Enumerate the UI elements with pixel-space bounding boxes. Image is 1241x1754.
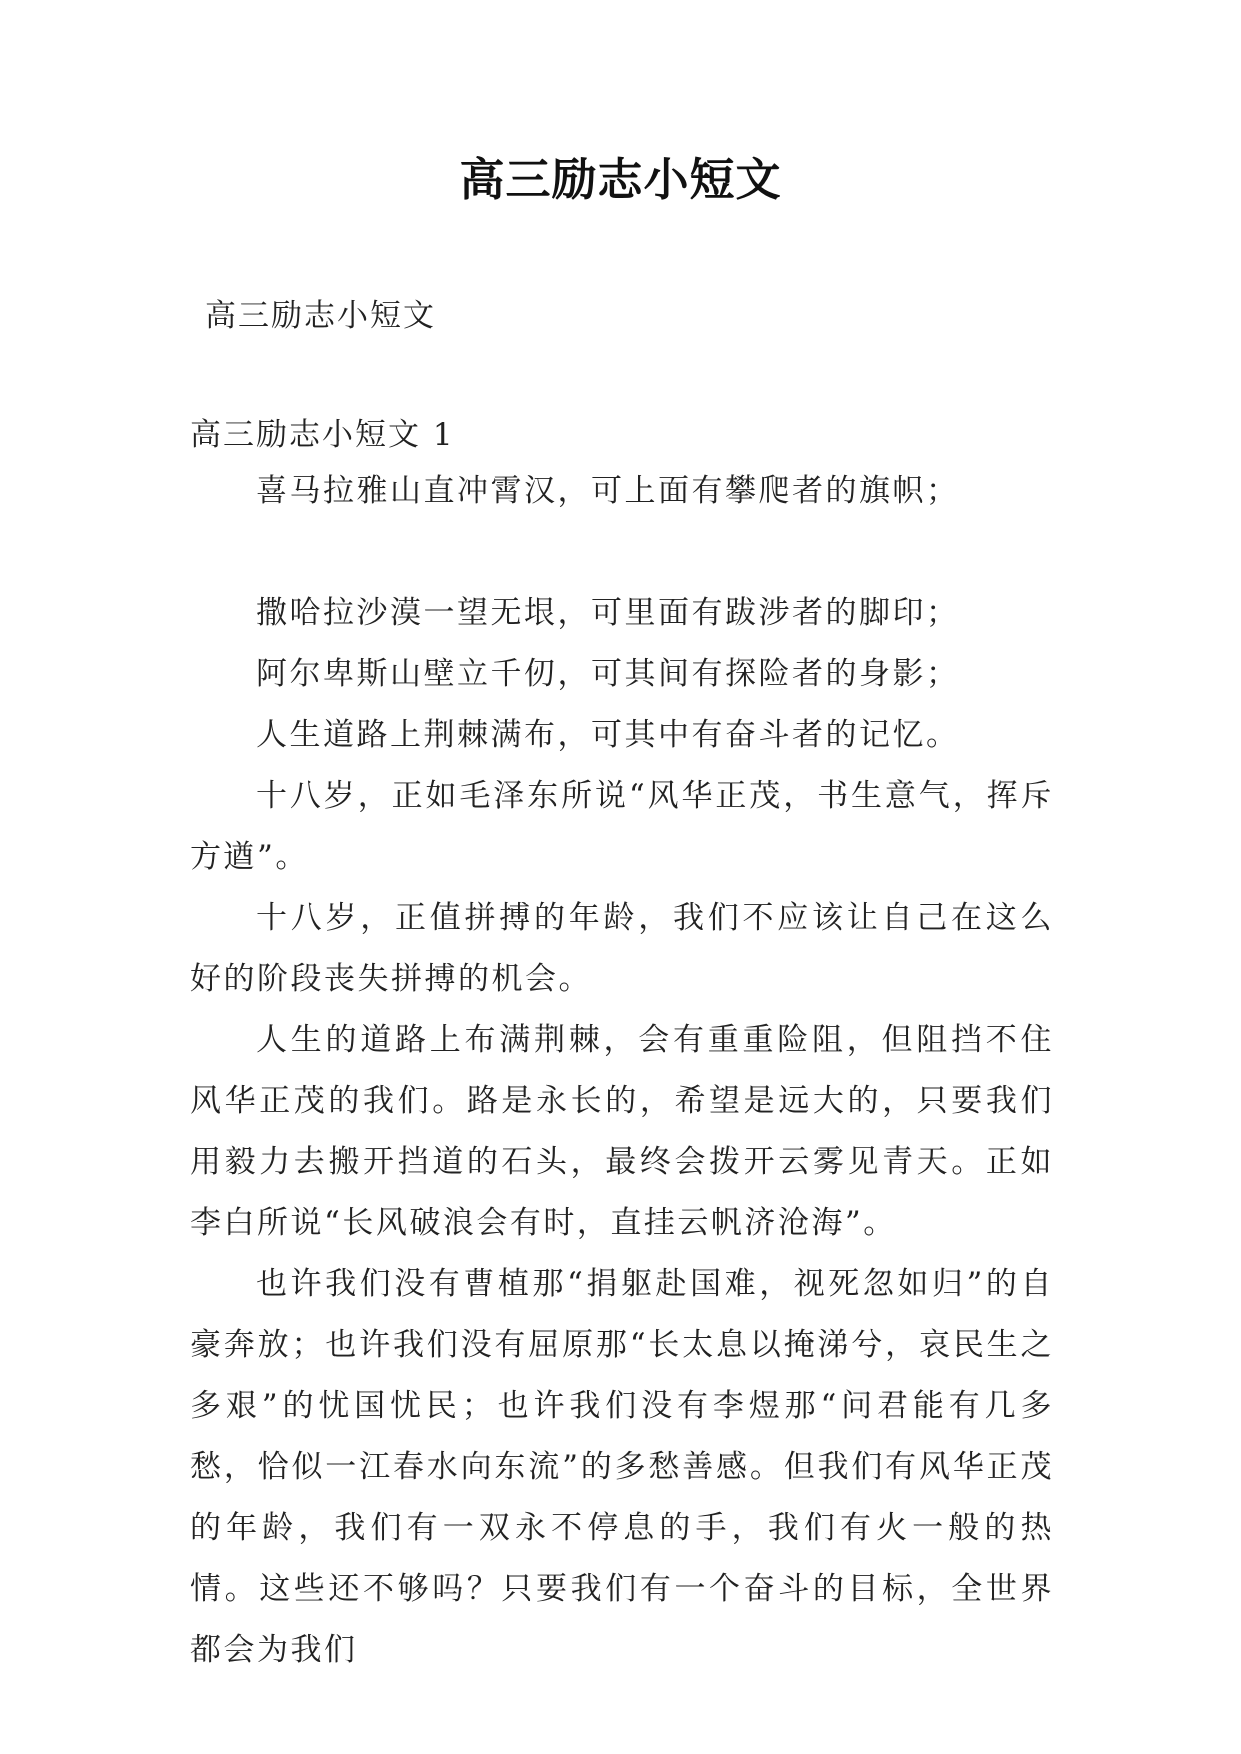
document-subtitle: 高三励志小短文: [205, 298, 436, 334]
paragraph: 十八岁，正如毛泽东所说“风华正茂，书生意气，挥斥方遒”。: [190, 778, 1054, 875]
paragraph: 人生道路上荆棘满布，可其中有奋斗者的记忆。: [256, 717, 960, 753]
section-heading: 高三励志小短文 1: [190, 417, 455, 453]
paragraph: 阿尔卑斯山壁立千仞，可其间有探险者的身影；: [256, 656, 960, 692]
paragraph: 人生的道路上布满荆棘，会有重重险阻，但阻挡不住风华正茂的我们。路是永长的，希望是远大的，只要我们用毅力去搬开挡道的石头，最终会拨开云雾见青天。正如李白所说“长风破浪会有时，直挂云帆济沧海”。: [190, 1022, 1054, 1241]
paragraph: 撒哈拉沙漠一望无垠，可里面有跋涉者的脚印；: [256, 595, 960, 631]
paragraph: 十八岁，正值拼搏的年龄，我们不应该让自己在这么好的阶段丧失拼搏的机会。: [190, 900, 1054, 997]
paragraph: 喜马拉雅山直冲霄汉，可上面有攀爬者的旗帜；: [256, 473, 960, 509]
paragraph: 也许我们没有曹植那“捐躯赴国难，视死忽如归”的自豪奔放；也许我们没有屈原那“长太息以掩涕兮，哀民生之多艰”的忧国忧民；也许我们没有李煜那“问君能有几多愁，恰似一江春水向东流”的多愁善感。但我们有风华正茂的年龄，我们有一双永不停息的手，我们有火一般的热情。这些还不够吗？只要我们有一个奋斗的目标，全世界都会为我们: [190, 1266, 1054, 1668]
document-title: 高三励志小短文: [459, 153, 782, 206]
document-body: [190, 409, 1054, 1681]
